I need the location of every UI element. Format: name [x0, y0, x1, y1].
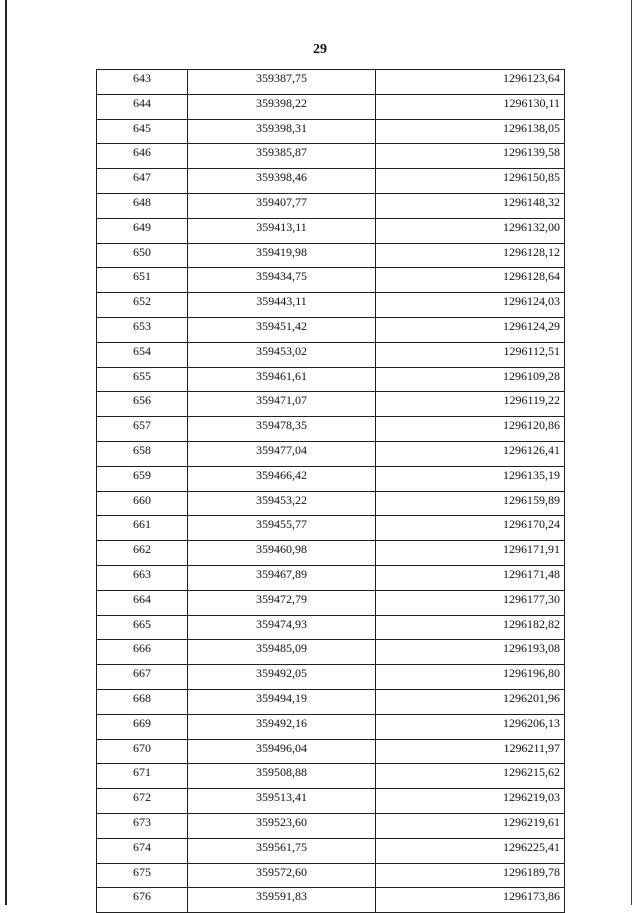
table-row	[97, 838, 565, 863]
point-number-cell: 660	[97, 491, 188, 516]
point-number-cell: 655	[97, 367, 188, 392]
point-number-cell: 672	[97, 789, 188, 814]
table-row	[97, 417, 565, 442]
x-coordinate-cell: 359471,07	[188, 392, 376, 417]
table-row	[97, 689, 565, 714]
table-row	[97, 863, 565, 888]
y-coordinate-cell: 1296139,58	[376, 144, 565, 169]
x-coordinate-cell: 359472,79	[188, 590, 376, 615]
table-row	[97, 516, 565, 541]
point-number-cell: 675	[97, 863, 188, 888]
point-number-cell: 656	[97, 392, 188, 417]
point-number-cell: 663	[97, 565, 188, 590]
point-number-cell: 646	[97, 144, 188, 169]
y-coordinate-cell: 1296196,80	[376, 665, 565, 690]
point-number-cell: 658	[97, 441, 188, 466]
x-coordinate-cell: 359461,61	[188, 367, 376, 392]
x-coordinate-cell: 359453,02	[188, 342, 376, 367]
table-row	[97, 441, 565, 466]
table-row	[97, 70, 565, 95]
point-number-cell: 654	[97, 342, 188, 367]
x-coordinate-cell: 359398,46	[188, 169, 376, 194]
x-coordinate-cell: 359413,11	[188, 218, 376, 243]
y-coordinate-cell: 1296206,13	[376, 714, 565, 739]
table-row	[97, 392, 565, 417]
y-coordinate-cell: 1296135,19	[376, 466, 565, 491]
point-number-cell: 648	[97, 193, 188, 218]
point-number-cell: 668	[97, 689, 188, 714]
table-row	[97, 169, 565, 194]
table-row	[97, 193, 565, 218]
point-number-cell: 666	[97, 640, 188, 665]
y-coordinate-cell: 1296120,86	[376, 417, 565, 442]
point-number-cell: 643	[97, 70, 188, 95]
y-coordinate-cell: 1296128,12	[376, 243, 565, 268]
x-coordinate-cell: 359419,98	[188, 243, 376, 268]
y-coordinate-cell: 1296193,08	[376, 640, 565, 665]
point-number-cell: 651	[97, 268, 188, 293]
point-number-cell: 664	[97, 590, 188, 615]
y-coordinate-cell: 1296171,91	[376, 541, 565, 566]
point-number-cell: 647	[97, 169, 188, 194]
y-coordinate-cell: 1296215,62	[376, 764, 565, 789]
page-right-edge	[631, 0, 632, 905]
y-coordinate-cell: 1296182,82	[376, 615, 565, 640]
y-coordinate-cell: 1296124,03	[376, 293, 565, 318]
table-row	[97, 615, 565, 640]
point-number-cell: 653	[97, 317, 188, 342]
point-number-cell: 670	[97, 739, 188, 764]
y-coordinate-cell: 1296138,05	[376, 119, 565, 144]
y-coordinate-cell: 1296201,96	[376, 689, 565, 714]
table-row	[97, 317, 565, 342]
point-number-cell: 644	[97, 94, 188, 119]
table-row	[97, 764, 565, 789]
y-coordinate-cell: 1296150,85	[376, 169, 565, 194]
x-coordinate-cell: 359523,60	[188, 813, 376, 838]
x-coordinate-cell: 359385,87	[188, 144, 376, 169]
x-coordinate-cell: 359398,22	[188, 94, 376, 119]
x-coordinate-cell: 359460,98	[188, 541, 376, 566]
x-coordinate-cell: 359572,60	[188, 863, 376, 888]
y-coordinate-cell: 1296128,64	[376, 268, 565, 293]
y-coordinate-cell: 1296109,28	[376, 367, 565, 392]
y-coordinate-cell: 1296171,48	[376, 565, 565, 590]
table-row	[97, 218, 565, 243]
table-row	[97, 144, 565, 169]
table-row	[97, 268, 565, 293]
table-row	[97, 491, 565, 516]
table-row	[97, 243, 565, 268]
x-coordinate-cell: 359455,77	[188, 516, 376, 541]
table-row	[97, 813, 565, 838]
table-row	[97, 342, 565, 367]
table-row	[97, 565, 565, 590]
x-coordinate-cell: 359513,41	[188, 789, 376, 814]
table-row	[97, 789, 565, 814]
x-coordinate-cell: 359387,75	[188, 70, 376, 95]
y-coordinate-cell: 1296177,30	[376, 590, 565, 615]
x-coordinate-cell: 359492,05	[188, 665, 376, 690]
table-row	[97, 94, 565, 119]
x-coordinate-cell: 359398,31	[188, 119, 376, 144]
x-coordinate-cell: 359434,75	[188, 268, 376, 293]
y-coordinate-cell: 1296189,78	[376, 863, 565, 888]
point-number-cell: 671	[97, 764, 188, 789]
x-coordinate-cell: 359453,22	[188, 491, 376, 516]
y-coordinate-cell: 1296225,41	[376, 838, 565, 863]
point-number-cell: 650	[97, 243, 188, 268]
y-coordinate-cell: 1296130,11	[376, 94, 565, 119]
x-coordinate-cell: 359407,77	[188, 193, 376, 218]
point-number-cell: 662	[97, 541, 188, 566]
table-row	[97, 665, 565, 690]
x-coordinate-cell: 359485,09	[188, 640, 376, 665]
point-number-cell: 673	[97, 813, 188, 838]
point-number-cell: 649	[97, 218, 188, 243]
y-coordinate-cell: 1296173,86	[376, 888, 565, 913]
x-coordinate-cell: 359466,42	[188, 466, 376, 491]
y-coordinate-cell: 1296132,00	[376, 218, 565, 243]
point-number-cell: 674	[97, 838, 188, 863]
y-coordinate-cell: 1296219,03	[376, 789, 565, 814]
y-coordinate-cell: 1296219,61	[376, 813, 565, 838]
y-coordinate-cell: 1296170,24	[376, 516, 565, 541]
point-number-cell: 659	[97, 466, 188, 491]
x-coordinate-cell: 359508,88	[188, 764, 376, 789]
y-coordinate-cell: 1296112,51	[376, 342, 565, 367]
x-coordinate-cell: 359492,16	[188, 714, 376, 739]
table-row	[97, 590, 565, 615]
x-coordinate-cell: 359443,11	[188, 293, 376, 318]
x-coordinate-cell: 359561,75	[188, 838, 376, 863]
point-number-cell: 665	[97, 615, 188, 640]
x-coordinate-cell: 359467,89	[188, 565, 376, 590]
point-number-cell: 676	[97, 888, 188, 913]
coordinates-table-body	[97, 70, 565, 913]
point-number-cell: 652	[97, 293, 188, 318]
x-coordinate-cell: 359496,04	[188, 739, 376, 764]
y-coordinate-cell: 1296123,64	[376, 70, 565, 95]
table-row	[97, 739, 565, 764]
table-row	[97, 714, 565, 739]
y-coordinate-cell: 1296126,41	[376, 441, 565, 466]
x-coordinate-cell: 359591,83	[188, 888, 376, 913]
point-number-cell: 667	[97, 665, 188, 690]
table-row	[97, 888, 565, 913]
table-row	[97, 293, 565, 318]
page-number: 29	[313, 42, 327, 57]
y-coordinate-cell: 1296124,29	[376, 317, 565, 342]
x-coordinate-cell: 359451,42	[188, 317, 376, 342]
point-number-cell: 645	[97, 119, 188, 144]
table-row	[97, 466, 565, 491]
x-coordinate-cell: 359477,04	[188, 441, 376, 466]
coordinates-table	[96, 69, 565, 913]
x-coordinate-cell: 359478,35	[188, 417, 376, 442]
table-row	[97, 367, 565, 392]
point-number-cell: 657	[97, 417, 188, 442]
y-coordinate-cell: 1296148,32	[376, 193, 565, 218]
y-coordinate-cell: 1296119,22	[376, 392, 565, 417]
page-left-edge	[5, 0, 7, 905]
table-row	[97, 119, 565, 144]
table-row	[97, 541, 565, 566]
point-number-cell: 661	[97, 516, 188, 541]
table-row	[97, 640, 565, 665]
x-coordinate-cell: 359474,93	[188, 615, 376, 640]
y-coordinate-cell: 1296159,89	[376, 491, 565, 516]
x-coordinate-cell: 359494,19	[188, 689, 376, 714]
point-number-cell: 669	[97, 714, 188, 739]
y-coordinate-cell: 1296211,97	[376, 739, 565, 764]
